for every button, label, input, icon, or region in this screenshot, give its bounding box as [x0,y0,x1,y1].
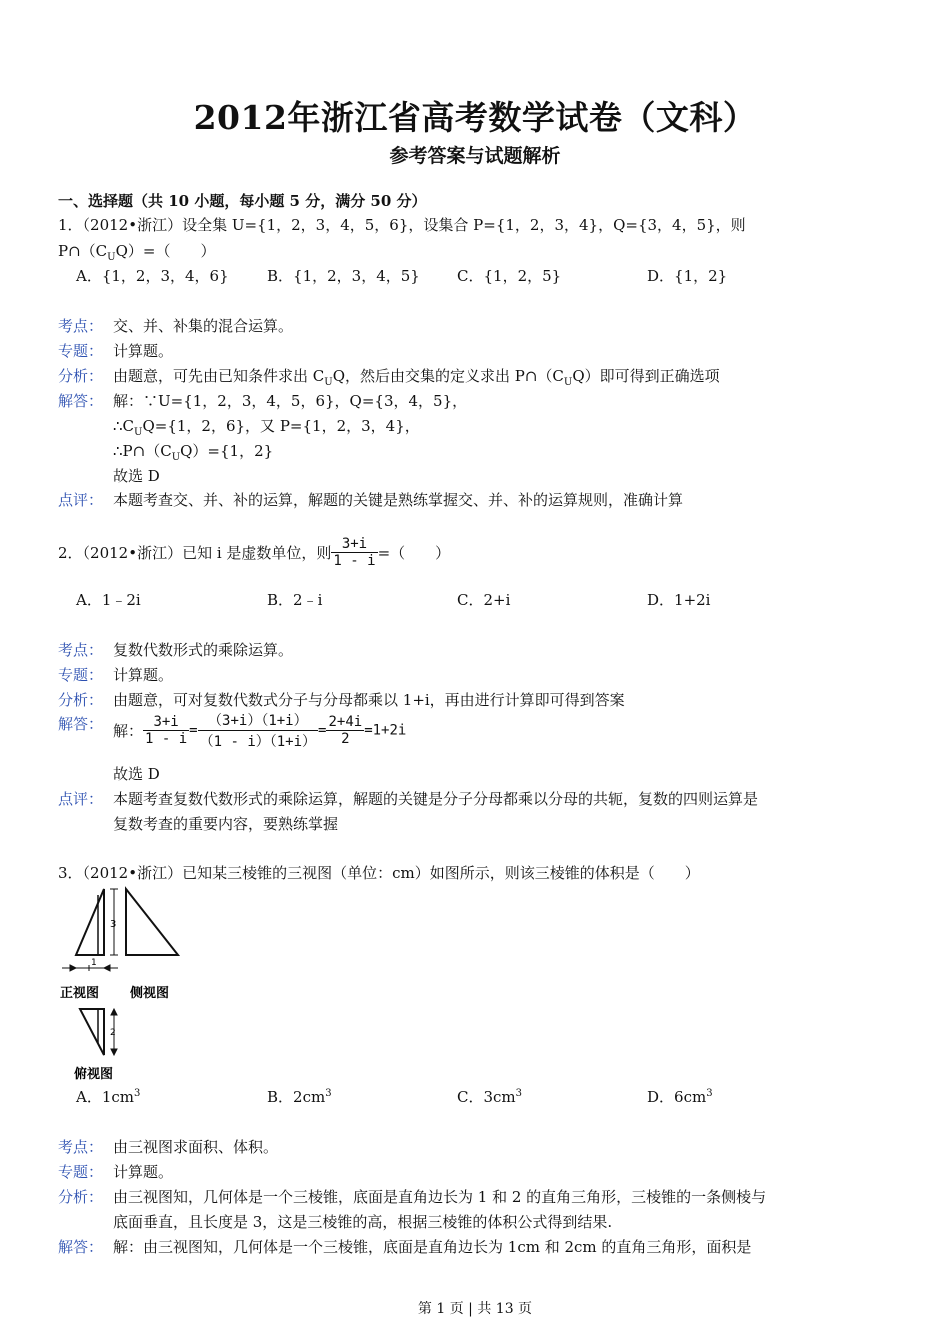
q3-label-kaodian: 考点： [58,1138,104,1156]
q2-kaodian: 复数代数形式的乘除运算。 [113,641,294,659]
q1-label-fenxi: 分析： [58,367,104,385]
q3-fenxi-line1: 由三视图知，几何体是一个三棱锥，底面是直角边长为 1 和 2 的直角三角形，三棱锥的一条侧棱与 [113,1188,767,1206]
top-view-label: 俯视图 [74,1067,114,1082]
q1-option-c: C．{1，2，5} [457,267,562,285]
q2-label-dianping: 点评： [58,790,104,808]
dim-label-1: 1 [91,958,97,968]
q1-zhuanti: 计算题。 [113,342,174,360]
q3-label-jieda: 解答： [58,1238,104,1256]
front-view [76,889,104,955]
q2-zhuanti: 计算题。 [113,666,174,684]
side-view [126,889,178,955]
three-view-figure [58,885,188,1085]
page-subtitle: 参考答案与试题解析 [389,145,561,167]
page-title: 2012年浙江省高考数学试卷（文科） [193,98,757,137]
q2-fraction: $\frac{3+i}{1 - i}$ [333,536,376,569]
dimension-1 [62,965,118,971]
section-heading: 一、选择题（共 10 小题，每小题 5 分，满分 50 分） [58,192,427,210]
q3-kaodian: 由三视图求面积、体积。 [113,1138,279,1156]
front-view-label: 正视图 [60,986,100,1001]
q2-option-b: B．2﹣i [267,591,323,609]
q1-jieda-line3: $\therefore P\cap(C_UQ)=\{1$，2} [113,442,274,463]
q1-label-jieda: 解答： [58,392,104,410]
side-view-label: 侧视图 [130,986,170,1001]
q2-label-fenxi: 分析： [58,691,104,709]
q3-stem: 3．（2012•浙江）已知某三棱锥的三视图（单位：cm）如图所示，则该三棱锥的体积是（ ） [58,864,700,882]
q1-jieda-line4: 故选 D [113,467,160,485]
dim-label-2: 2 [110,1028,116,1038]
q3-option-d: D．$6cm^3$ [647,1088,713,1106]
q2-stem: 2．（2012•浙江）已知 i 是虚数单位，则 $\frac{3+i}{1 - i}$ =（ ） [58,536,451,569]
q3-option-b: B．$2cm^3$ [267,1088,332,1106]
q1-stem-line1: 1．（2012•浙江）设全集 U={1，2，3，4，5，6}，设集合 P={1，2，3，4}，Q={3，4，5}，则 [58,216,746,234]
dim-label-3: 3 [110,919,117,930]
q2-label-jieda: 解答： [58,715,104,733]
top-view [80,1009,104,1055]
q2-option-c: C．2+i [457,591,511,609]
q2-option-d: D．1+2i [647,591,711,609]
q2-dianping-line2: 复数考查的重要内容，要熟练掌握 [113,815,339,833]
q1-kaodian: 交、并、补集的混合运算。 [113,317,294,335]
q2-jieda-equation: 解： $\frac{3+i}{1 - i}$ = $\frac{(3+i)(1+i)}{(1 - i)(1+i)}$ = $\frac{2+4i}{2}$ =1+2i [113,710,406,751]
q2-dianping-line1: 本题考查复数代数形式的乘除运算，解题的关键是分子分母都乘以分母的共轭，复数的四则运算是 [113,790,759,808]
q1-option-d: D．{1，2} [647,267,728,285]
q3-label-zhuanti: 专题： [58,1163,104,1181]
q1-dianping: 本题考查交、并、补的运算，解题的关键是熟练掌握交、并、补的运算规则，准确计算 [113,491,684,509]
q1-label-kaodian: 考点： [58,317,104,335]
q3-option-c: C．$3cm^3$ [457,1088,523,1106]
q3-label-fenxi: 分析： [58,1188,104,1206]
q2-label-kaodian: 考点： [58,641,104,659]
q1-stem-line2: $P\cap(C_UQ)=$（ ） [58,242,216,263]
q3-zhuanti: 计算题。 [113,1163,174,1181]
q3-fenxi-line2: 底面垂直，且长度是 3，这是三棱锥的高，根据三棱锥的体积公式得到结果. [113,1213,613,1231]
q1-option-a: A．{1，2，3，4，6} [76,267,229,285]
q1-label-zhuanti: 专题： [58,342,104,360]
q1-jieda-line1: 解：∵U={1，2，3，4，5，6}，Q={3，4，5}， [113,392,468,410]
q2-fenxi: 由题意，可对复数代数式分子与分母都乘以 1+i，再由进行计算即可得到答案 [113,691,625,709]
q1-label-dianping: 点评： [58,491,104,509]
q3-option-a: A．$1cm^3$ [76,1088,141,1106]
q2-option-a: A．1﹣2i [76,591,141,609]
q1-option-b: B．{1，2，3，4，5} [267,267,420,285]
q1-jieda-line2: $\therefore C_UQ=\{1$，2，6}，又 P={1，2，3，4}， [113,417,420,438]
page-footer: 第 1 页 | 共 13 页 [417,1301,533,1317]
q2-jieda-line2: 故选 D [113,765,160,783]
q1-fenxi: 由题意，可先由已知条件求出 $C_UQ$，然后由交集的定义求出 $P\cap(C_UQ)$即可得到正确选项 [113,367,720,388]
q3-jieda-line1: 解：由三视图知，几何体是一个三棱锥，底面是直角边长为 1cm 和 2cm 的直角三角形，面积是 [113,1238,752,1256]
q2-label-zhuanti: 专题： [58,666,104,684]
